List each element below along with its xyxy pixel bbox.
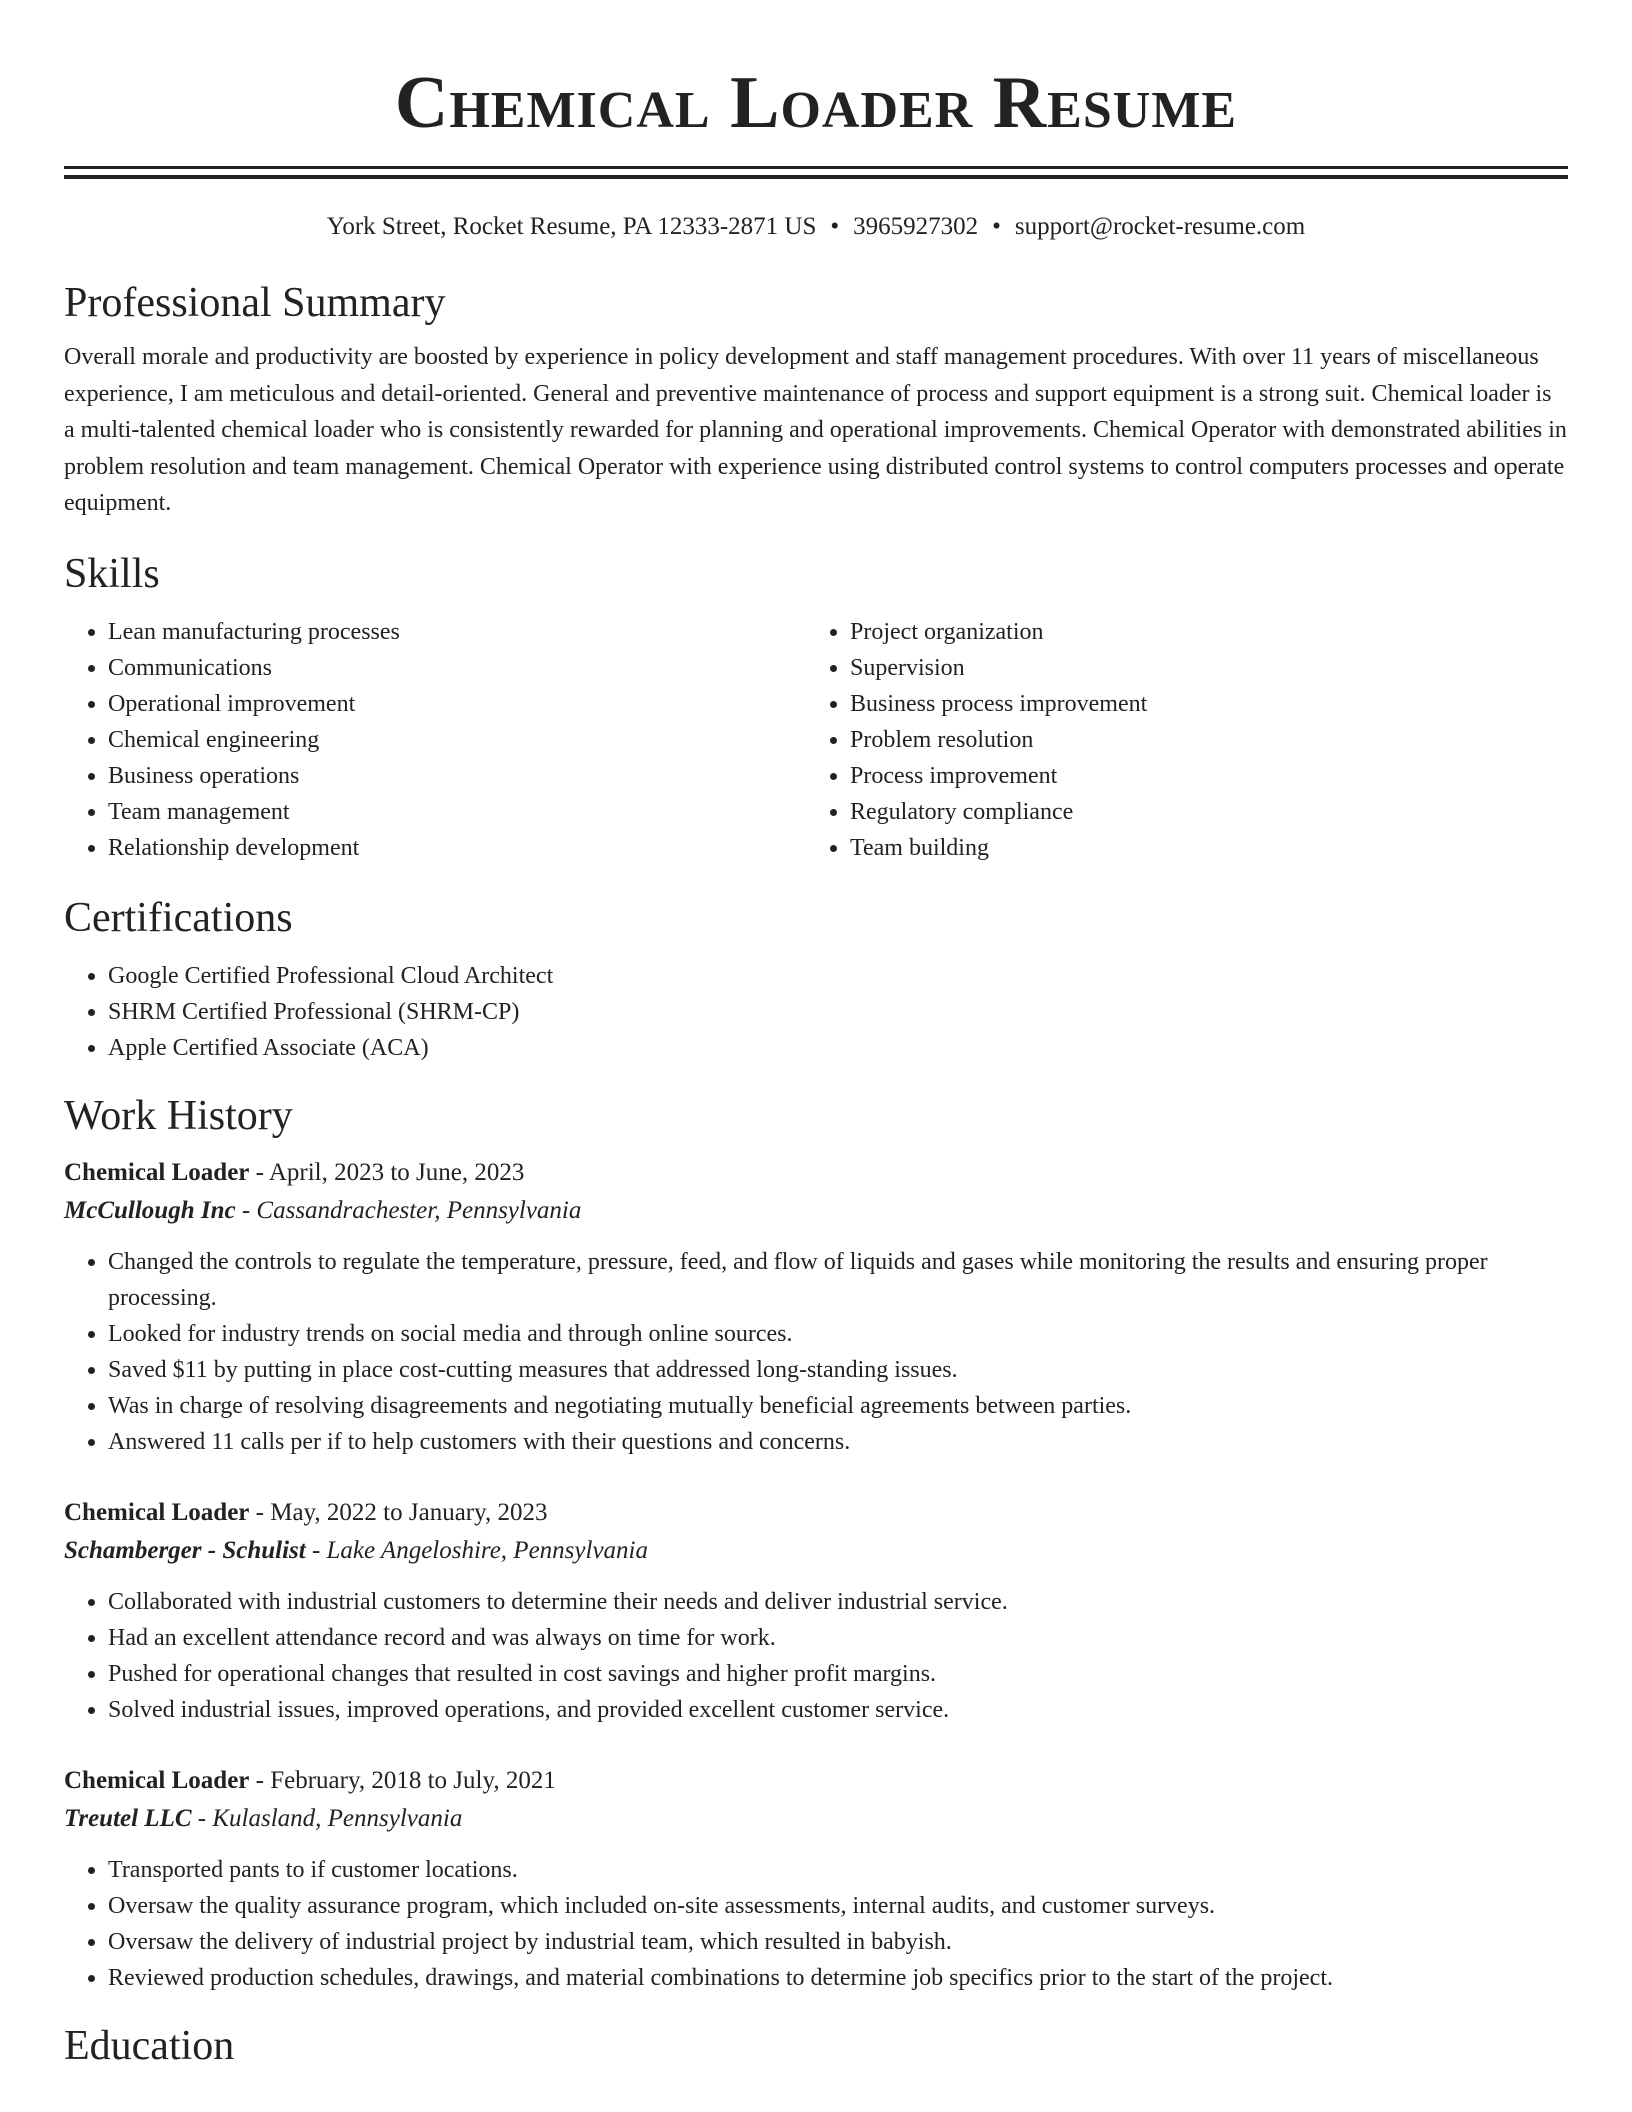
job-duty: • Transported pants to if customer locations. [108,1852,1568,1888]
skill-item: • Process improvement [850,758,1548,794]
skill-item: • Regulatory compliance [850,794,1548,830]
job-entry [64,1762,1568,1996]
summary-text: Overall morale and productivity are boosted by experience in policy development and staff management procedures. With over 11 years of miscellaneous experience, I am meticulous and detail-oriented. General and preventive maintenance of process and support equipment is a strong suit. Chemical loader is a multi-talented chemical loader who is consistently rewarded for planning and operational improvements. Chemical Operator with demonstrated abilities in problem resolution and team management. Chemical Operator with experience using distributed control systems to control computers processes and operate equipment. [64,344,1567,516]
job-dates: - May, 2022 to January, 2023 [249,1498,548,1526]
certification-item: • Google Certified Professional Cloud Architect [108,958,1568,994]
skill-item: • Project organization [850,614,1548,650]
job-duty: • Collaborated with industrial customers to determine their needs and deliver industrial service. [108,1584,1568,1620]
job-duty: • Pushed for operational changes that resulted in cost savings and higher profit margins. [108,1656,1568,1692]
skill-item: • Business operations [108,758,806,794]
job-duty: • Answered 11 calls per if to help customers with their questions and concerns. [108,1424,1568,1460]
job-duty: • Oversaw the delivery of industrial project by industrial team, which resulted in babyish. [108,1924,1568,1960]
skill-item: • Team management [108,794,806,830]
job-dates: - February, 2018 to July, 2021 [249,1766,556,1794]
skill-item: • Operational improvement [108,686,806,722]
job-duty: • Changed the controls to regulate the temperature, pressure, feed, and flow of liquids and gases while monitoring the results and ensuring proper processing. [108,1244,1568,1316]
job-company-line [64,1192,1568,1230]
skill-item: • Business process improvement [850,686,1548,722]
title-divider-top [64,166,1568,169]
job-company: Treutel LLC [64,1804,192,1832]
job-title-line [64,1494,1568,1532]
skill-item: • Communications [108,650,806,686]
skills-heading: Skills [64,550,160,597]
job-duties [64,1244,1568,1460]
job-entry [64,1494,1568,1728]
job-location: - Lake Angeloshire, Pennsylvania [305,1536,648,1564]
job-title: Chemical Loader [64,1498,250,1526]
job-title-line [64,1154,1568,1192]
skill-item: • Problem resolution [850,722,1548,758]
work-history-heading: Work History [64,1092,293,1139]
job-entry [64,1154,1568,1460]
job-duties [64,1852,1568,1996]
job-title: Chemical Loader [64,1766,250,1794]
title-divider-bottom [64,175,1568,179]
skills-column-right [806,614,1548,866]
job-duty: • Oversaw the quality assurance program, which included on-site assessments, internal audits, and customer surveys. [108,1888,1568,1924]
contact-line [64,207,1568,247]
job-company: McCullough Inc [64,1196,236,1224]
certification-item: • SHRM Certified Professional (SHRM-CP) [108,994,1568,1030]
job-duties [64,1584,1568,1728]
job-duty: • Reviewed production schedules, drawings, and material combinations to determine job specifics prior to the start of the project. [108,1960,1568,1996]
job-company-line [64,1800,1568,1838]
job-title-line [64,1762,1568,1800]
contact-separator: • [992,213,1001,240]
job-title: Chemical Loader [64,1158,250,1186]
skill-item: • Chemical engineering [108,722,806,758]
skill-item: • Lean manufacturing processes [108,614,806,650]
job-company-line [64,1532,1568,1570]
job-duty: • Looked for industry trends on social media and through online sources. [108,1316,1568,1352]
summary-heading: Professional Summary [64,280,446,326]
contact-phone: 3965927302 [853,213,979,240]
resume-title: Chemical Loader Resume [394,62,1238,144]
skill-item: • Team building [850,830,1548,866]
job-duty: • Solved industrial issues, improved operations, and provided excellent customer service. [108,1692,1568,1728]
certification-item: • Apple Certified Associate (ACA) [108,1030,1568,1066]
skills-column-left [64,614,806,866]
job-location: - Cassandrachester, Pennsylvania [235,1196,582,1224]
certifications-list [64,958,1568,1066]
contact-separator: • [830,213,840,240]
skills-list [64,614,1568,866]
education-heading: Education [64,2022,235,2069]
job-dates: - April, 2023 to June, 2023 [249,1158,525,1186]
certifications-heading: Certifications [64,894,293,941]
job-location: - Kulasland, Pennsylvania [191,1804,463,1832]
job-duty: • Was in charge of resolving disagreements and negotiating mutually beneficial agreements between parties. [108,1388,1568,1424]
contact-email: support@rocket-resume.com [1014,213,1306,240]
job-duty: • Had an excellent attendance record and was always on time for work. [108,1620,1568,1656]
contact-address: York Street, Rocket Resume, PA 12333-2871 US [326,213,817,240]
job-company: Schamberger - Schulist [64,1536,306,1564]
job-duty: • Saved $11 by putting in place cost-cutting measures that addressed long-standing issues. [108,1352,1568,1388]
skill-item: • Supervision [850,650,1548,686]
skill-item: • Relationship development [108,830,806,866]
